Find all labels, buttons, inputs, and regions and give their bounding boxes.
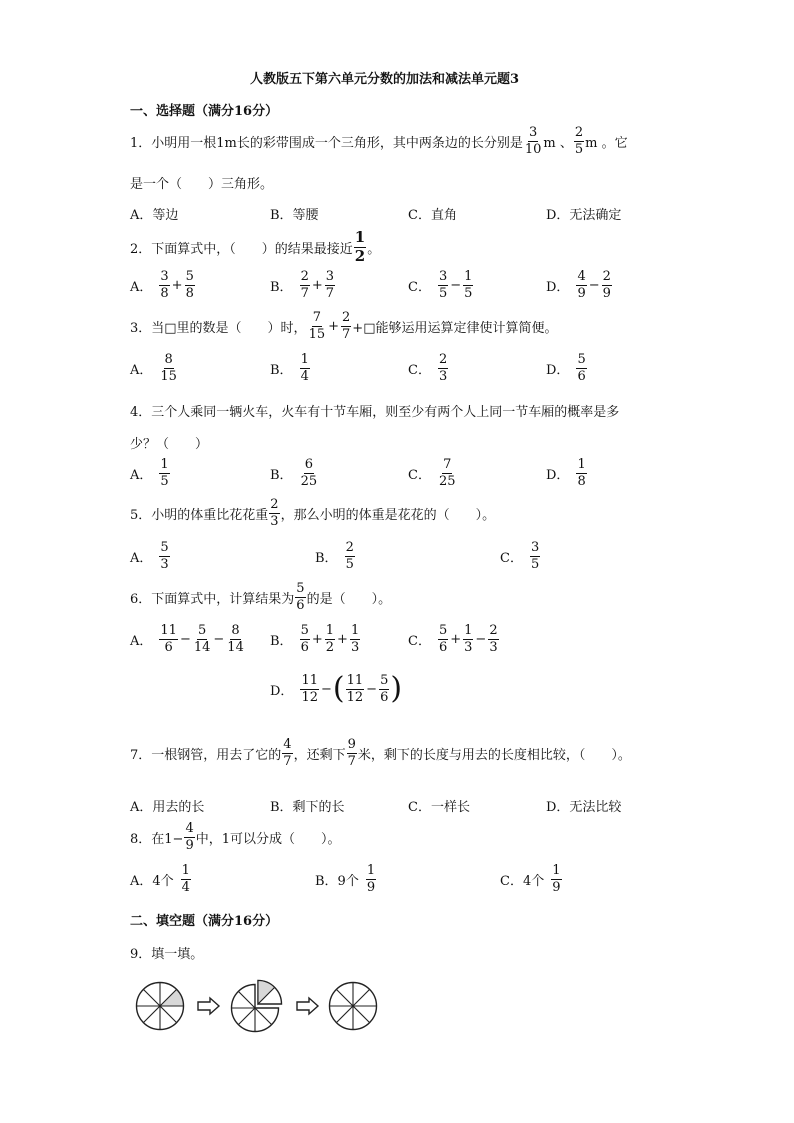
option-d[interactable]: D．无法比较 <box>546 800 622 815</box>
fraction: $\frac{1}{4}$ <box>300 352 309 384</box>
option-label: D． <box>546 467 570 483</box>
fraction: $\frac{1}{9}$ <box>366 863 376 895</box>
arrow-right-icon <box>297 998 318 1014</box>
fraction: $\frac{5}{3}$ <box>160 540 169 572</box>
operator: + <box>311 277 323 293</box>
fraction: $\frac{2}{9}$ <box>602 269 611 301</box>
fraction: $\frac{9}{7}$ <box>347 737 356 769</box>
circle-diagram-2 <box>232 981 282 1032</box>
option-label: B． <box>270 279 293 295</box>
option-label: C． <box>408 467 431 483</box>
option-label: B． <box>270 633 293 649</box>
option-label: C．4个 <box>500 873 545 889</box>
option-c[interactable]: C．一样长 <box>408 800 470 815</box>
option-label: B．9个 <box>315 873 359 889</box>
question-4-line1: 4．三个人乘同一辆火车，火车有十节车厢，则至少有两个人上同一节车厢的概率是多 <box>130 405 620 420</box>
question-2-text: 2．下面算式中，（ ）的结果最接近 <box>130 241 353 257</box>
question-7-text-mid: ，还剩下 <box>293 747 346 763</box>
fraction: $\frac{2}{3}$ <box>489 623 498 655</box>
fraction: $\frac{1}{5}$ <box>160 457 169 489</box>
right-parenthesis: ) <box>390 671 403 707</box>
question-7-text: 7．一根钢管，用去了它的 <box>130 747 282 763</box>
option-label: D． <box>270 683 294 699</box>
fraction: $\frac{1}{3}$ <box>464 623 473 655</box>
punctuation: 。 <box>367 241 381 257</box>
question-3-text: 3．当□里的数是（ ）时， <box>130 320 307 336</box>
unit: m 。它 <box>585 135 628 151</box>
operator: − <box>179 631 191 647</box>
option-label: A． <box>130 550 153 566</box>
fraction: $\frac{5}{6}$ <box>577 352 586 384</box>
question-9-text: 9．填一填。 <box>130 947 204 962</box>
fraction: $\frac{8}{15}$ <box>160 352 177 384</box>
unit: m 、 <box>543 135 573 151</box>
fraction: $\frac{3}{8}$ <box>160 269 169 301</box>
fraction: $\frac{7}{25}$ <box>438 457 456 489</box>
fraction: $\frac{11}{12}$ <box>346 673 364 705</box>
fraction: $\frac{5}{14}$ <box>193 623 211 655</box>
option-c[interactable]: C．直角 <box>408 208 457 223</box>
fraction: $\frac{2}{3}$ <box>270 497 279 529</box>
option-label: D． <box>546 362 570 378</box>
operator: + <box>337 631 348 647</box>
section-heading-choice: 一、选择题（满分16分） <box>130 104 279 119</box>
fraction: $\frac{1}{4}$ <box>181 863 190 895</box>
fraction: $\frac{7}{15}$ <box>308 310 326 342</box>
fraction: $\frac{11}{12}$ <box>301 673 318 705</box>
question-7-text-end: 米，剩下的长度与用去的长度相比较，（ ）。 <box>357 747 631 763</box>
fraction: $\frac{1}{2}$ <box>354 228 366 265</box>
question-3-text-end: +□能够运用运算定律使计算简便。 <box>352 320 558 336</box>
operator: − <box>475 631 487 647</box>
fraction: $\frac{1}{5}$ <box>464 269 473 301</box>
fraction: $\frac{1}{9}$ <box>552 863 561 895</box>
fraction: $\frac{1}{2}$ <box>325 623 335 655</box>
question-4-line2: 少？（ ） <box>130 437 209 452</box>
operator: + <box>450 631 462 647</box>
option-b[interactable]: B．等腰 <box>270 208 319 223</box>
fraction: $\frac{4}{9}$ <box>577 269 586 301</box>
fraction: $\frac{5}{6}$ <box>296 581 305 613</box>
operator: − <box>450 277 462 293</box>
fraction: $\frac{3}{5}$ <box>530 540 540 572</box>
option-label: C． <box>408 633 431 649</box>
option-label: C． <box>408 279 431 295</box>
question-6-text: 6．下面算式中，计算结果为 <box>130 591 295 607</box>
fraction: $\frac{2}{5}$ <box>345 540 354 572</box>
question-8-text: 8．在1− <box>130 831 184 847</box>
fraction: $\frac{2}{3}$ <box>438 352 448 384</box>
fraction: $\frac{2}{5}$ <box>574 125 584 157</box>
option-label: A． <box>130 467 153 483</box>
operator: − <box>366 681 378 697</box>
operator: − <box>213 631 225 647</box>
fraction: $\frac{2}{7}$ <box>342 310 351 342</box>
fraction: $\frac{3}{7}$ <box>325 269 335 301</box>
question-5-text-end: ，那么小明的体重是花花的（ ）。 <box>280 507 496 523</box>
option-b[interactable]: B．剩下的长 <box>270 800 345 815</box>
question-5-text: 5．小明的体重比花花重 <box>130 507 269 523</box>
fraction: $\frac{4}{9}$ <box>185 821 194 853</box>
arrow-right-icon <box>198 998 219 1014</box>
fraction: $\frac{11}{6}$ <box>160 623 177 655</box>
fraction: $\frac{5}{8}$ <box>185 269 194 301</box>
circle-diagram-1 <box>137 983 184 1030</box>
option-a[interactable]: A．用去的长 <box>130 800 205 815</box>
option-label: A．4个 <box>130 873 174 889</box>
operator: − <box>588 277 600 293</box>
page-title: 人教版五下第六单元分数的加法和减法单元题3 <box>250 72 520 87</box>
fraction: $\frac{5}{6}$ <box>438 623 448 655</box>
fraction: $\frac{2}{7}$ <box>300 269 309 301</box>
left-parenthesis: ( <box>332 671 345 707</box>
fraction: $\frac{5}{6}$ <box>300 623 309 655</box>
operator: − <box>320 681 332 697</box>
option-a[interactable]: A．等边 <box>130 208 179 223</box>
question-1-line2: 是一个（ ）三角形。 <box>130 177 274 192</box>
option-label: B． <box>270 467 293 483</box>
fraction: $\frac{1}{8}$ <box>577 457 586 489</box>
fraction: $\frac{3}{10}$ <box>524 125 542 157</box>
fraction: $\frac{3}{5}$ <box>438 269 448 301</box>
question-1-text: 1．小明用一根1m长的彩带围成一个三角形，其中两条边的长分别是 <box>130 135 523 151</box>
operator: + <box>171 277 183 293</box>
option-d[interactable]: D．无法确定 <box>546 208 622 223</box>
fraction: $\frac{4}{7}$ <box>283 737 292 769</box>
option-label: D． <box>546 279 570 295</box>
fraction: $\frac{5}{6}$ <box>380 673 389 705</box>
option-label: C． <box>408 362 431 378</box>
fraction: $\frac{8}{14}$ <box>227 623 244 655</box>
option-label: A． <box>130 362 153 378</box>
question-8-text-end: 中，1可以分成（ ）。 <box>195 831 341 847</box>
option-label: A． <box>130 633 153 649</box>
section-heading-fill: 二、填空题（满分16分） <box>130 914 279 929</box>
option-label: B． <box>270 362 293 378</box>
option-label: B． <box>315 550 338 566</box>
fraction: $\frac{1}{3}$ <box>350 623 360 655</box>
question-6-text-end: 的是（ ）。 <box>306 591 392 607</box>
option-label: C． <box>500 550 523 566</box>
fraction: $\frac{6}{25}$ <box>300 457 318 489</box>
circle-diagram-3 <box>330 983 377 1030</box>
operator: + <box>311 631 323 647</box>
shaded-sector <box>160 989 184 1006</box>
operator: + <box>328 318 340 334</box>
option-label: A． <box>130 279 153 295</box>
